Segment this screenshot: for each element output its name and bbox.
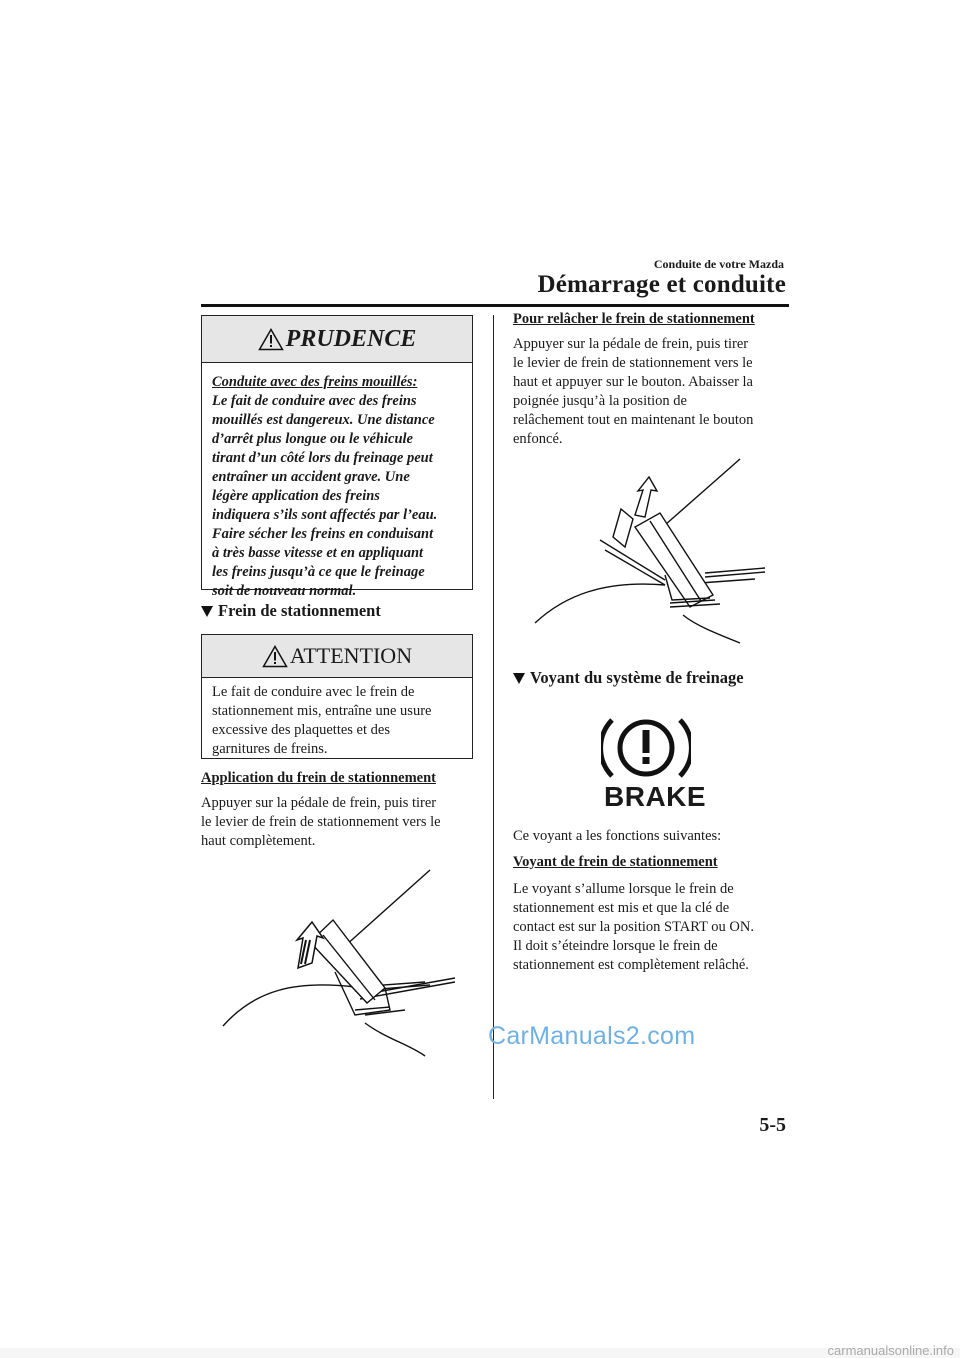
prudence-header [202, 316, 472, 363]
warning-subheading: Voyant de frein de stationnement [513, 854, 718, 870]
prudence-line: Faire sécher les freins en conduisant [212, 526, 434, 542]
apply-line: le levier de frein de stationnement vers le [201, 814, 441, 830]
page-title: Démarrage et conduite [537, 271, 786, 298]
footer-bar [0, 1348, 960, 1358]
prudence-title: PRUDENCE [285, 325, 417, 352]
warning-line: Il doit s’éteindre lorsque le frein de [513, 938, 718, 954]
section-triangle-icon [201, 606, 213, 617]
header-rule [201, 304, 789, 307]
parking-brake-apply-illustration [215, 860, 475, 1060]
footer-url: carmanualsonline.info [827, 1343, 954, 1358]
prudence-line: à très basse vitesse et en appliquant [212, 545, 424, 561]
prudence-line: soit de nouveau normal. [212, 583, 357, 599]
brake-label: BRAKE [604, 781, 707, 812]
column-divider [493, 315, 494, 1099]
attention-header [202, 635, 472, 678]
release-line: Appuyer sur la pédale de frein, puis tirer [513, 336, 749, 352]
prudence-line: entraîner un accident grave. Une [212, 469, 410, 485]
attention-line: garnitures de freins. [212, 741, 328, 757]
section-heading-text: Frein de stationnement [218, 601, 381, 620]
apply-heading: Application du frein de stationnement [201, 770, 436, 786]
release-text [513, 335, 753, 449]
prudence-line: d’arrêt plus longue ou le véhicule [212, 431, 413, 447]
warning-triangle-icon [258, 328, 284, 351]
apply-text [201, 794, 441, 851]
release-heading: Pour relâcher le frein de stationnement [513, 311, 755, 327]
release-line: le levier de frein de stationnement vers le [513, 355, 753, 371]
release-line: poignée jusqu’à la position de [513, 393, 687, 409]
attention-line: excessive des plaquettes et des [212, 722, 390, 738]
section-heading-text: Voyant du système de freinage [530, 668, 744, 687]
brake-warning-light-icon [601, 712, 691, 784]
release-line: haut et appuyer sur le bouton. Abaisser la [513, 374, 753, 390]
prudence-line: légère application des freins [212, 488, 380, 504]
page-number: 5-5 [759, 1114, 786, 1136]
section-heading-warning-light [513, 668, 744, 688]
section-triangle-icon [513, 673, 525, 684]
warning-text [513, 880, 754, 975]
release-line: enfoncé. [513, 431, 563, 447]
prudence-line: tirant d’un côté lors du freinage peut [212, 450, 433, 466]
prudence-text [202, 363, 472, 601]
warning-line: stationnement est complètement relâché. [513, 957, 749, 973]
warning-triangle-icon [262, 645, 288, 668]
attention-line: stationnement mis, entraîne une usure [212, 703, 432, 719]
prudence-box [201, 315, 473, 599]
warning-line: Le voyant s’allume lorsque le frein de [513, 881, 734, 897]
attention-title: ATTENTION [289, 643, 413, 668]
apply-line: haut complètement. [201, 833, 316, 849]
parking-brake-release-illustration [525, 455, 780, 650]
section-heading-parking-brake [201, 601, 381, 621]
apply-line: Appuyer sur la pédale de frein, puis tirer [201, 795, 437, 811]
chapter-label: Conduite de votre Mazda [653, 257, 784, 271]
attention-line: Le fait de conduire avec le frein de [212, 684, 415, 700]
prudence-line: indiquera s’ils sont affectés par l’eau. [212, 507, 438, 523]
prudence-lead: Conduite avec des freins mouillés: [212, 374, 418, 390]
warning-line: contact est sur la position START ou ON. [513, 919, 754, 935]
attention-text [202, 678, 472, 759]
attention-box [201, 634, 473, 759]
release-line: relâchement tout en maintenant le bouton [513, 412, 754, 428]
watermark-logo: CarManuals2.com [488, 1022, 696, 1050]
prudence-line: Le fait de conduire avec des freins [212, 393, 417, 409]
warning-intro: Ce voyant a les fonctions suivantes: [513, 828, 722, 844]
prudence-line: mouillés est dangereux. Une distance [212, 412, 435, 428]
prudence-line: les freins jusqu’à ce que le freinage [212, 564, 425, 580]
warning-line: stationnement est mis et que la clé de [513, 900, 730, 916]
